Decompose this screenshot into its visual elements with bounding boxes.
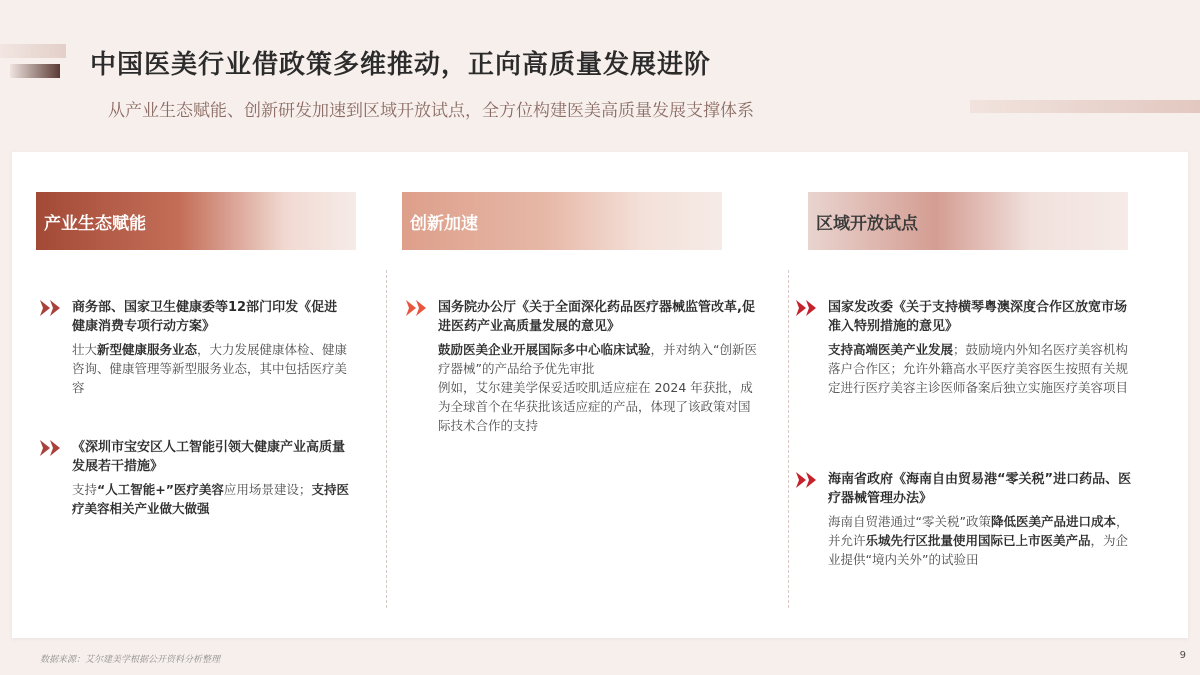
description-segment: ，并允许 xyxy=(828,514,1129,548)
description-segment: 乐城先行区批量使用国际已上市医美产品 xyxy=(865,533,1091,548)
policy-item xyxy=(406,298,758,435)
description-segment: ，并对纳入“创新医疗器械”的产品给予优先审批 xyxy=(438,342,757,376)
description-segment: 支持 xyxy=(72,482,98,497)
description-segment: 支持医疗美容相关产业做大做强 xyxy=(72,482,349,516)
column-heading-regional xyxy=(808,192,1128,250)
policy-title: 商务部、国家卫生健康委等12部门印发《促进健康消费专项行动方案》 xyxy=(72,300,338,334)
subtitle-decoration-bar xyxy=(970,100,1200,113)
description-segment: ，大力发展健康体检、健康咨询、健康管理等新型服务业态，其中包括医疗美容 xyxy=(72,342,348,395)
policy-title: 国务院办公厅《关于全面深化药品医疗器械监管改革,促进医药产业高质量发展的意见》 xyxy=(438,300,755,334)
double-chevron-icon xyxy=(40,300,64,316)
page-subtitle: 从产业生态赋能、创新研发加速到区域开放试点，全方位构建医美高质量发展支撑体系 xyxy=(108,101,754,121)
double-chevron-icon xyxy=(796,472,820,488)
double-chevron-icon xyxy=(796,300,820,316)
column-divider xyxy=(386,270,387,608)
policy-description xyxy=(828,340,1136,397)
policy-title: 海南省政府《海南自由贸易港“零关税”进口药品、医疗器械管理办法》 xyxy=(828,472,1132,506)
description-segment: 例如，艾尔建美学保妥适咬肌适应症在 2024 年获批，成为全球首个在华获批该适应症的产品，体现了该政策对国际技术合作的支持 xyxy=(438,380,753,433)
column-heading-label: 产业生态赋能 xyxy=(44,214,146,234)
description-segment: ；鼓励境内外知名医疗美容机构落户合作区；允许外籍高水平医疗美容医生按照有关规定进行医疗美容主诊医师备案后独立实施医疗美容项目 xyxy=(828,342,1129,395)
title-decoration xyxy=(0,44,70,84)
double-chevron-icon xyxy=(40,440,64,456)
description-segment: 鼓励医美企业开展国际多中心临床试验 xyxy=(438,342,651,357)
data-source-note: 数据来源：艾尔建美学根据公开资料分析整理 xyxy=(40,655,221,665)
column-divider xyxy=(788,270,789,608)
content-panel xyxy=(12,152,1188,638)
description-segment: 海南自贸港通过“零关税”政策 xyxy=(828,514,991,529)
description-segment: 支持高端医美产业发展 xyxy=(828,342,954,357)
policy-description xyxy=(72,340,350,397)
description-segment: ，为企业提供“境内关外”的试验田 xyxy=(828,533,1129,567)
double-chevron-icon xyxy=(406,300,430,316)
description-segment: 新型健康服务业态 xyxy=(97,342,198,357)
column-heading-label: 创新加速 xyxy=(410,214,478,234)
deco-bar-bottom xyxy=(10,64,60,78)
deco-bar-top xyxy=(0,44,66,58)
policy-title: 《深圳市宝安区人工智能引领大健康产业高质量发展若干措施》 xyxy=(72,440,346,474)
policy-item xyxy=(796,470,1136,569)
page-title: 中国医美行业借政策多维推动，正向高质量发展进阶 xyxy=(90,50,712,80)
description-segment: 降低医美产品进口成本 xyxy=(990,514,1116,529)
page-number: 9 xyxy=(1179,650,1186,661)
description-segment: “人工智能+”医疗美容 xyxy=(97,482,224,497)
column-heading-industry xyxy=(36,192,356,250)
column-heading-innovation xyxy=(402,192,722,250)
policy-description xyxy=(828,512,1136,569)
policy-description xyxy=(72,480,350,518)
policy-item xyxy=(796,298,1136,397)
policy-description xyxy=(438,340,758,435)
description-segment: 应用场景建设； xyxy=(223,482,312,497)
column-heading-label: 区域开放试点 xyxy=(816,214,918,234)
policy-title: 国家发改委《关于支持横琴粤澳深度合作区放宽市场准入特别措施的意见》 xyxy=(828,300,1128,334)
policy-item xyxy=(40,298,350,397)
policy-item xyxy=(40,438,350,518)
description-segment: 壮大 xyxy=(72,342,98,357)
